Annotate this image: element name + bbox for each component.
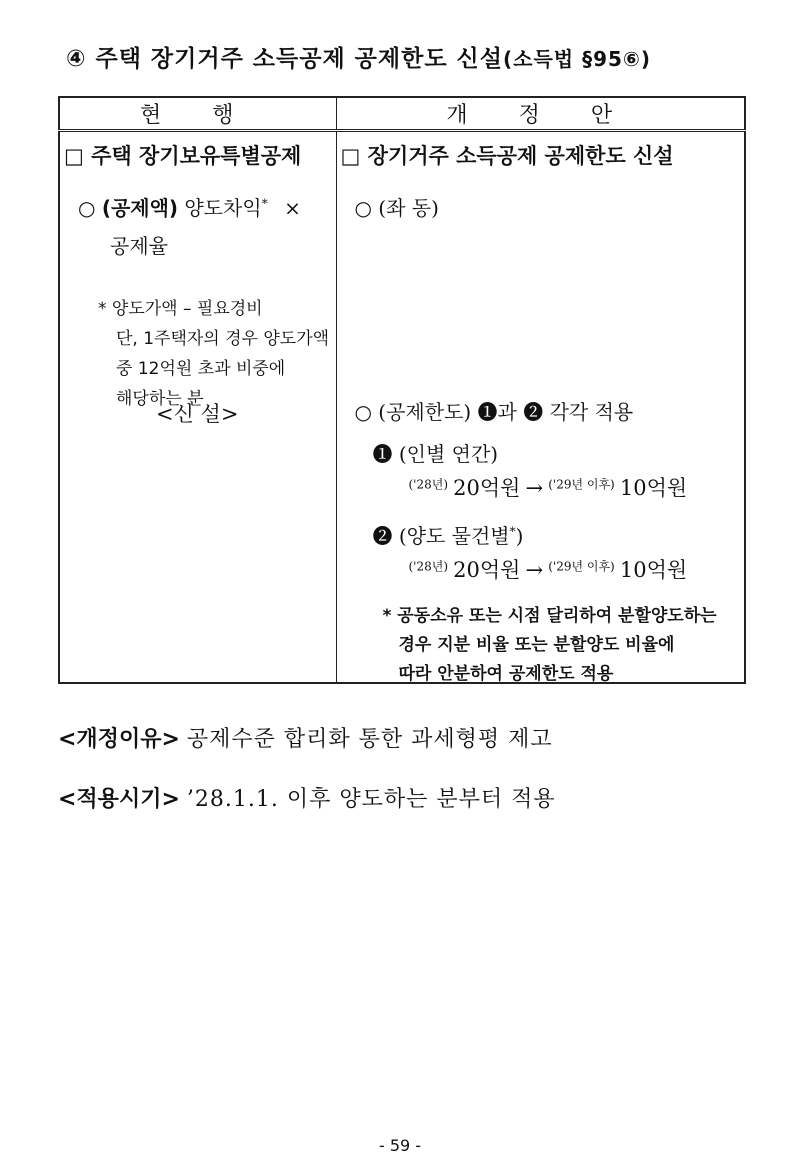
header-revised: 개 정 안 bbox=[336, 97, 745, 131]
bullet-circle: ○ bbox=[78, 196, 96, 220]
footnote-star: * bbox=[261, 196, 268, 211]
reason-line bbox=[58, 722, 553, 753]
effective-line bbox=[58, 782, 556, 813]
effective-text: ’28.1.1. 이후 양도하는 분부터 적용 bbox=[186, 787, 556, 812]
to-year: ('29년 이후) bbox=[548, 559, 615, 574]
from-amount: 20억원 bbox=[453, 476, 521, 500]
section-title-main: ④ 주택 장기거주 소득공제 공제한도 신설 bbox=[66, 46, 503, 72]
new-provision-label: <신 설> bbox=[156, 402, 239, 426]
from-year: ('28년) bbox=[408, 477, 449, 492]
current-note-1: * 양도가액 – 필요경비 bbox=[98, 299, 263, 319]
current-item bbox=[78, 192, 301, 221]
arrow-icon: → bbox=[525, 558, 544, 582]
limit-per-asset-title bbox=[373, 520, 524, 549]
revised-limit-item: ○ (공제한도) ❶과 ❷ 각각 적용 bbox=[354, 400, 634, 424]
to-amount: 10억원 bbox=[619, 558, 688, 582]
section-title bbox=[66, 40, 651, 73]
limit-per-asset-text: ❷ (양도 물건별 bbox=[372, 524, 510, 548]
current-section-heading: □ 주택 장기보유특별공제 bbox=[64, 144, 302, 168]
current-note-4: 해당하는 분 bbox=[116, 389, 204, 409]
revised-column bbox=[336, 131, 745, 684]
comparison-table bbox=[58, 96, 746, 684]
revised-section-heading: □ 장기거주 소득공제 공제한도 신설 bbox=[340, 144, 674, 168]
current-column bbox=[59, 131, 336, 684]
footnote-star: * bbox=[509, 524, 516, 539]
section-title-ref: (소득법 §95⑥) bbox=[503, 47, 651, 71]
page-number: - 59 - bbox=[378, 1136, 422, 1155]
current-note-3: 중 12억원 초과 비중에 bbox=[116, 359, 286, 379]
limit-per-asset-change bbox=[409, 554, 688, 584]
revised-note-1: * 공동소유 또는 시점 달리하여 분할양도하는 bbox=[382, 606, 717, 626]
reason-text: 공제수준 합리화 통한 과세형평 제고 bbox=[186, 727, 553, 752]
revised-note-2: 경우 지분 비율 또는 분할양도 비율에 bbox=[398, 635, 675, 655]
to-year: ('29년 이후) bbox=[548, 477, 615, 492]
close-paren: ) bbox=[515, 524, 524, 548]
arrow-icon: → bbox=[525, 476, 544, 500]
current-item-cont: 공제율 bbox=[110, 234, 168, 258]
to-amount: 10억원 bbox=[619, 476, 688, 500]
from-amount: 20억원 bbox=[453, 558, 521, 582]
current-item-label: (공제액) bbox=[101, 196, 179, 220]
current-note-2: 단, 1주택자의 경우 양도가액 bbox=[116, 329, 330, 349]
header-current: 현 행 bbox=[59, 97, 336, 131]
limit-per-person-title: ❶ (인별 연간) bbox=[372, 442, 499, 466]
revised-note-3: 따라 안분하여 공제한도 적용 bbox=[398, 664, 614, 684]
from-year: ('28년) bbox=[408, 559, 449, 574]
current-item-text: 양도차익 bbox=[184, 196, 262, 220]
effective-label: <적용시기> bbox=[58, 787, 180, 812]
limit-per-person-change bbox=[409, 472, 688, 502]
revised-same-item: ○ (좌 동) bbox=[354, 196, 439, 220]
times-symbol: × bbox=[284, 196, 301, 220]
reason-label: <개정이유> bbox=[58, 727, 180, 752]
